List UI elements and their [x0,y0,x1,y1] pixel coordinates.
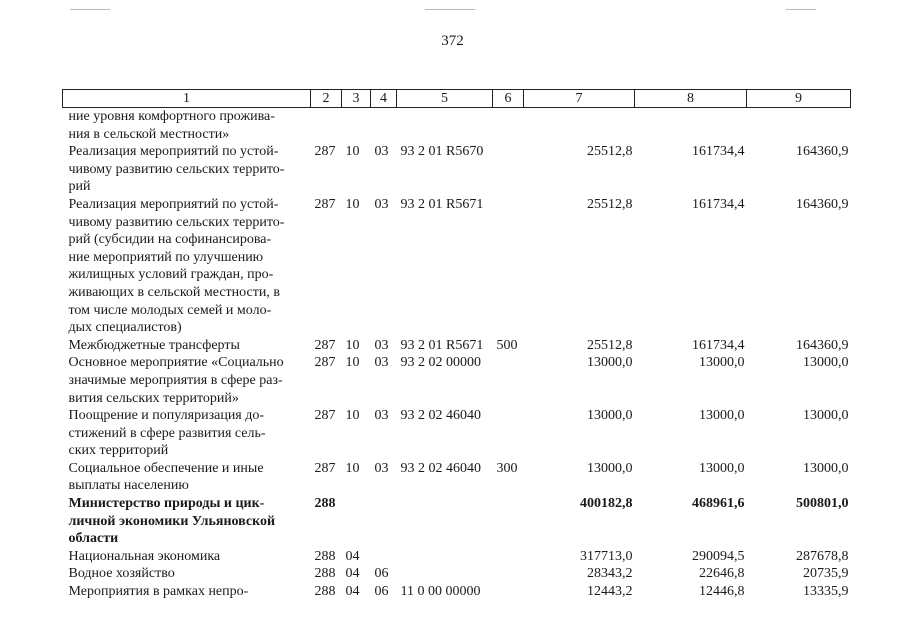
budget-table [62,89,851,601]
amount-year1-cell: 12443,2 [587,584,633,600]
admin-code-cell: 287 [314,196,336,212]
section-cell: 10 [345,355,360,371]
scan-artifact-line [786,9,816,10]
amount-year2-cell: 13000,0 [699,460,745,476]
admin-code-cell: 287 [314,337,336,353]
page-number: 372 [441,33,464,49]
row-name-cell: Мероприятия в рамках непро- [68,584,249,600]
expense-type-cell [493,548,524,566]
amount-year3-cell: 13000,0 [803,408,849,424]
expense-type-cell [493,143,524,196]
amount-year2-cell: 13000,0 [699,355,745,371]
subsection-cell [371,495,397,548]
row-name-cell: Реализация мероприятий по устой- чивому развитию сельских террито- рий (субсидии на софинансирова- ние мероприятий по улучшению жилищных условий граждан, про- живающих в сельской местности, в том числе молодых семей и моло- дых специалистов) [68,196,285,336]
scan-artifact-line [70,9,110,10]
subsection-cell: 03 [374,196,389,212]
row-name-cell: Водное хозяйство [68,566,175,582]
target-article-cell [397,548,493,566]
amount-year3-cell: 13000,0 [803,460,849,476]
amount-year1-cell: 25512,8 [587,196,633,212]
subsection-cell [371,108,397,144]
column-header: 7 [524,90,635,108]
section-cell: 10 [345,196,360,212]
admin-code-cell: 287 [314,144,336,160]
amount-year1-cell: 400182,8 [580,496,633,512]
subsection-cell: 03 [374,355,389,371]
section-cell: 04 [345,566,360,582]
amount-year2-cell: 12446,8 [699,584,745,600]
table-row [63,337,851,355]
admin-code-cell [311,108,342,144]
admin-code-cell: 287 [314,408,336,424]
section-cell: 10 [345,337,360,353]
amount-year1-cell: 13000,0 [587,408,633,424]
column-header: 9 [747,90,851,108]
expense-type-cell [493,407,524,460]
table-row [63,565,851,583]
section-cell: 04 [345,548,360,564]
subsection-cell: 03 [374,144,389,160]
table-row [63,354,851,407]
row-name-cell: ние уровня комфортного прожива- ния в сельской местности» [68,109,275,142]
amount-year2-cell: 468961,6 [692,496,745,512]
table-row [63,548,851,566]
amount-year1-cell: 25512,8 [587,337,633,353]
amount-year3-cell: 164360,9 [796,196,849,212]
table-row [63,583,851,601]
table-row [63,495,851,548]
column-header: 2 [311,90,342,108]
target-article-cell [397,495,493,548]
row-name-cell: Национальная экономика [68,548,221,564]
amount-year3-cell: 500801,0 [796,496,849,512]
table-row [63,460,851,495]
amount-year3-cell: 287678,8 [796,548,849,564]
target-article-cell: 93 2 01 R5671 [400,337,484,353]
amount-year1-cell: 25512,8 [587,144,633,160]
table-row [63,108,851,144]
section-cell: 10 [345,460,360,476]
amount-year2-cell: 161734,4 [692,144,745,160]
column-header: 1 [63,90,311,108]
row-name-cell: Поощрение и популяризация до- стижений в сфере развития сель- ских территорий [68,408,266,459]
amount-year3-cell: 164360,9 [796,144,849,160]
amount-year2-cell: 13000,0 [699,408,745,424]
subsection-cell: 06 [374,584,389,600]
amount-year3-cell: 13335,9 [803,584,849,600]
section-cell: 04 [345,584,360,600]
amount-year1-cell [524,108,635,144]
target-article-cell: 11 0 00 00000 [400,584,481,600]
amount-year1-cell: 13000,0 [587,460,633,476]
budget-table-container [62,89,850,601]
section-cell: 10 [345,408,360,424]
admin-code-cell: 288 [314,584,336,600]
subsection-cell: 03 [374,460,389,476]
expense-type-cell [493,565,524,583]
target-article-cell: 93 2 01 R5670 [400,144,484,160]
admin-code-cell: 287 [314,460,336,476]
subsection-cell: 03 [374,337,389,353]
expense-type-cell [493,354,524,407]
target-article-cell [397,565,493,583]
admin-code-cell: 288 [314,566,336,582]
amount-year2-cell: 161734,4 [692,337,745,353]
amount-year3-cell: 164360,9 [796,337,849,353]
expense-type-cell: 300 [496,460,518,476]
amount-year3-cell: 13000,0 [803,355,849,371]
section-cell [342,108,371,144]
column-header: 5 [397,90,493,108]
amount-year1-cell: 317713,0 [580,548,633,564]
target-article-cell: 93 2 01 R5671 [400,196,484,212]
amount-year2-cell: 22646,8 [699,566,745,582]
subsection-cell [371,548,397,566]
row-name-cell: Реализация мероприятий по устой- чивому развитию сельских террито- рий [68,144,285,195]
row-name-cell: Социальное обеспечение и иные выплаты населению [68,460,264,494]
expense-type-cell [493,495,524,548]
target-article-cell: 93 2 02 46040 [400,460,481,476]
amount-year1-cell: 13000,0 [587,355,633,371]
section-cell [342,495,371,548]
table-row [63,143,851,196]
column-header: 3 [342,90,371,108]
row-name-cell: Министерство природы и цик- личной экономики Ульяновской области [68,496,276,547]
scan-artifact-line [425,9,475,10]
row-name-cell: Межбюджетные трансферты [68,337,240,353]
target-article-cell: 93 2 02 46040 [400,408,481,424]
expense-type-cell [493,108,524,144]
target-article-cell [397,108,493,144]
table-row [63,196,851,337]
amount-year3-cell [747,108,851,144]
table-row [63,407,851,460]
admin-code-cell: 288 [314,548,336,564]
subsection-cell: 06 [374,566,389,582]
target-article-cell: 93 2 02 00000 [400,355,481,371]
expense-type-cell [493,196,524,337]
column-header: 4 [371,90,397,108]
column-header: 8 [635,90,747,108]
expense-type-cell [493,583,524,601]
row-name-cell: Основное мероприятие «Социально значимые мероприятия в сфере раз- вития сельских территорий» [68,355,284,406]
subsection-cell: 03 [374,408,389,424]
section-cell: 10 [345,144,360,160]
amount-year1-cell: 28343,2 [587,566,633,582]
admin-code-cell: 287 [314,355,336,371]
amount-year3-cell: 20735,9 [803,566,849,582]
expense-type-cell: 500 [496,337,518,353]
admin-code-cell: 288 [314,496,336,512]
amount-year2-cell: 290094,5 [692,548,745,564]
table-header-row [63,90,851,108]
amount-year2-cell [635,108,747,144]
column-header: 6 [493,90,524,108]
amount-year2-cell: 161734,4 [692,196,745,212]
